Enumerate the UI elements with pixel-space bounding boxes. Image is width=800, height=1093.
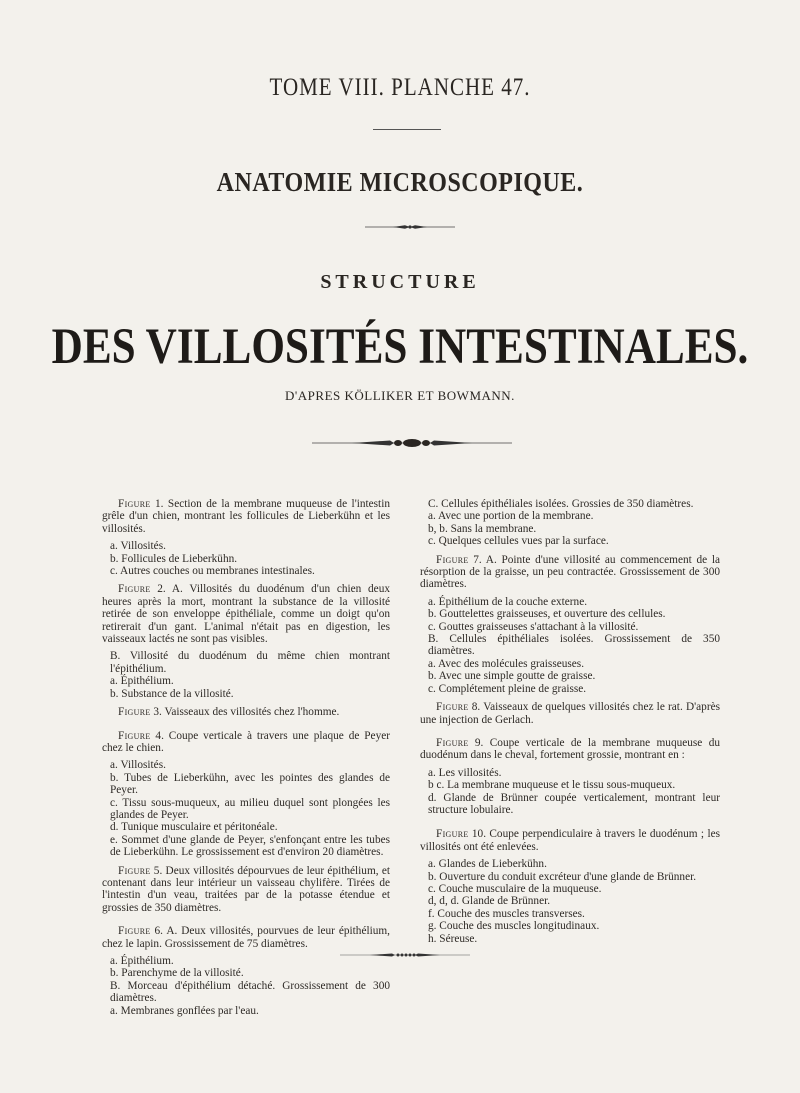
figure-label: Figure [436,553,469,566]
legend-item: b c. La membrane muqueuse et le tissu sous-muqueux. [428,779,676,792]
figure-label: Figure [118,583,151,596]
legend-item: b. Tubes de Lieberkühn, avec les pointes des glandes de Peyer. [110,771,390,797]
figure-caption [102,498,390,535]
figure-label: Figure [118,729,151,742]
figure-label: Figure [436,701,469,714]
legend-item: c. Tissu sous-muqueux, au milieu duquel sont plongées les glandes de Peyer. [110,796,390,821]
legend-item: a. Villosités. [110,540,166,553]
legend-item: b. Ouverture du conduit excréteur d'une glande de Brünner. [428,870,697,883]
ornament-divider-icon [340,950,470,960]
legend-item: a. Villosités. [110,759,166,772]
legend-item: b, b. Sans la membrane. [428,522,537,535]
legend-item: d, d, d. Glande de Brünner. [428,895,551,908]
legend-item: g. Couche des muscles longitudinaux. [428,920,600,933]
legend-item: b. Gouttelettes graisseuses, et ouverture des cellules. [428,608,666,621]
ornament-divider-icon [312,436,512,450]
figure-caption [420,554,720,591]
column-spacer [420,816,720,828]
figure-caption [102,583,390,645]
legend-item: C. Cellules épithéliales isolées. Grossies de 350 diamètres. [428,498,694,510]
figure-caption [420,828,720,853]
figure-caption [420,737,720,762]
legend-item: h. Séreuse. [428,932,478,945]
figure-label: Figure [436,828,469,841]
legend-item: a. Avec une portion de la membrane. [428,510,594,523]
figure-label: Figure [118,864,151,877]
figure-label: Figure [118,498,151,510]
legend-item: b. Parenchyme de la villosité. [110,967,244,980]
legend-item: a. Épithélium de la couche externe. [428,595,588,608]
right-column [420,498,720,945]
figure-caption [102,706,390,718]
volume-plate-heading: TOME VIII. PLANCHE 47. [269,72,531,101]
figure-caption-text: 4. Coupe verticale à travers une plaque de Peyer chez le chien. [102,729,390,754]
legend-item: a. Avec des molécules graisseuses. [428,657,585,670]
legend-item: c. Quelques cellules vues par la surface. [428,535,609,548]
legend-item: e. Sommet d'une glande de Peyer, s'enfonçant entre les tubes de Lieberkühn. Le grossissement est d'environ 20 diamètres. [110,833,390,859]
legend-item: b. Follicules de Lieberkühn. [110,552,238,565]
figure-caption-text: 9. Coupe verticale de la membrane muqueuse du duodénum dans le cheval, fortement grossie, montrant en : [420,736,720,762]
figure-caption [102,730,390,755]
legend-item: a. Membranes gonflées par l'eau. [110,1004,259,1017]
legend-item: f. Couche des muscles transverses. [428,907,585,920]
figure-caption-text: 2. A. Villosités du duodénum d'un chien deux heures après la mort, montrant la substance de la villosité retirée de son enveloppe épithéliale, comme un doigt qu'on retirerait d'un gant. L'animal n'était pas en digestion, les vaisseaux lactés ne sont pas visibles. [102,583,390,646]
legend-item: B. Morceau d'épithélium détaché. Grossissement de 300 diamètres. [110,979,390,1005]
legend-item: d. Glande de Brünner coupée verticalement, montrant leur structure lobulaire. [428,791,720,816]
legend-item: b. Avec une simple goutte de graisse. [428,670,596,683]
legend-item: c. Couche musculaire de la muqueuse. [428,882,602,895]
figure-caption-text: 5. Deux villosités dépourvues de leur épithélium, et contenant dans leur intérieur un vaisseau chylifère. Tirées de l'intestin d'un veau, traitées par de la potasse étendue et grossies de 350 diamètres. [102,864,390,914]
legend-item: c. Complétement pleine de graisse. [428,682,587,695]
left-column [102,498,390,1017]
figure-label: Figure [118,706,151,719]
subject-heading: ANATOMIE MICROSCOPIQUE. [216,168,584,198]
legend-item: a. Épithélium. [110,955,174,967]
figure-caption-text: 10. Coupe perpendiculaire à travers le duodénum ; les villosités ont été enlevées. [420,828,720,853]
legend-item: b. Substance de la villosité. [110,687,234,700]
legend-item: a. Les villosités. [428,766,502,779]
figure-caption-text: 3. Vaisseaux des villosités chez l'homme. [150,706,340,719]
legend-item: a. Épithélium. [110,675,174,688]
figure-caption [420,701,720,726]
legend-item: a. Glandes de Lieberkühn. [428,858,547,871]
ornament-divider-icon [365,222,455,232]
figure-caption-text: 7. A. Pointe d'une villosité au commencement de la résorption de la graisse, un peu contractée. Grossissement de 300 diamètres. [420,553,720,591]
structure-heading: STRUCTURE [320,271,480,293]
figure-caption [102,865,390,915]
legend-item: c. Autres couches ou membranes intestinales. [110,565,315,578]
legend-item: B. Villosité du duodénum du même chien montrant l'épithélium. [110,650,390,675]
figure-caption [102,925,390,950]
figure-label: Figure [118,925,151,938]
figure-caption-text: 8. Vaisseaux de quelques villosités chez le rat. D'après une injection de Gerlach. [420,701,720,726]
legend-item: d. Tunique musculaire et péritonéale. [110,821,278,834]
main-title: DES VILLOSITÉS INTESTINALES. [51,319,749,375]
legend-item: B. Cellules épithéliales isolées. Grossissement de 350 diamètres. [428,633,720,658]
figure-label: Figure [436,736,469,749]
figure-caption-text: 6. A. Deux villosités, pourvues de leur épithélium, chez le lapin. Grossissement de 75 diamètres. [102,925,390,950]
legend-item: c. Gouttes graisseuses s'attachant à la villosité. [428,620,639,633]
figure-caption-text: 1. Section de la membrane muqueuse de l'intestin grêle d'un chien, montrant les follicules de Lieberkühn et les villosités. [102,498,390,535]
authors-line: D'APRES KÖLLIKER ET BOWMANN. [285,388,515,403]
short-rule [373,129,441,130]
